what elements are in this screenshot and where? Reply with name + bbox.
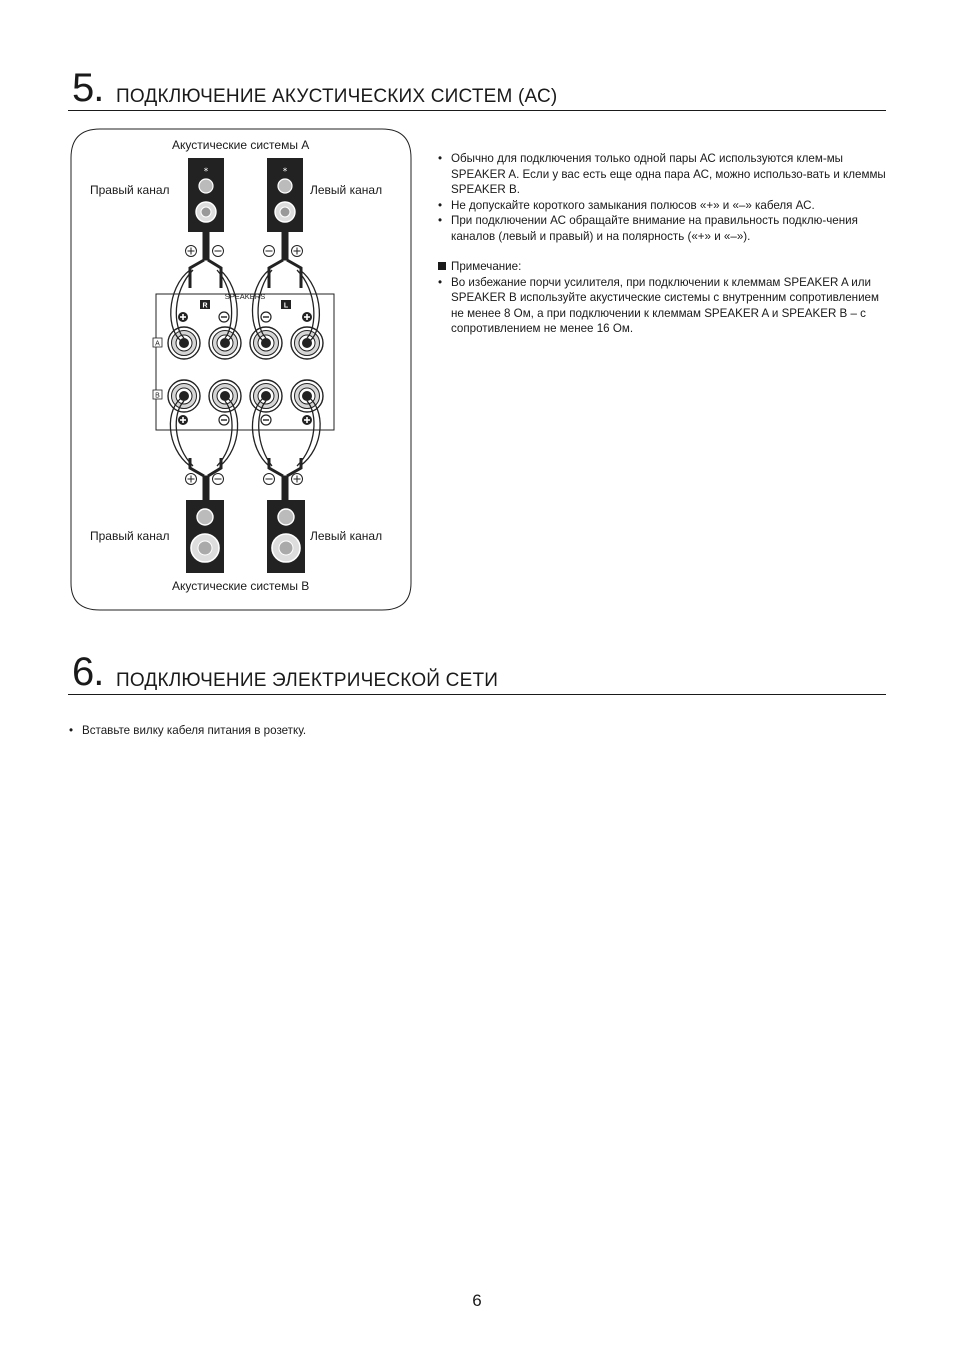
section-5-heading (68, 66, 886, 111)
badge-r-text: R (202, 302, 208, 310)
right-channel-bottom-label: Правый канал (90, 529, 170, 543)
section-6-heading (68, 650, 886, 695)
page-number: 6 (472, 1291, 482, 1310)
note-bullet: • Не допускайте короткого замыкания полюсов «+» и «–» кабеля АС. (437, 198, 887, 214)
section-6-number: 6. (72, 650, 104, 694)
speakers-panel-label: SPEAKERS (224, 292, 266, 301)
section-5-title: ПОДКЛЮЧЕНИЕ АКУСТИЧЕСКИХ СИСТЕМ (АС) (116, 86, 558, 107)
terminal-plus-icon (178, 415, 188, 425)
plus-marker-icon (186, 246, 197, 257)
terminal-minus-icon (219, 415, 229, 425)
svg-text:*: * (282, 167, 288, 177)
badge-l-text: L (283, 302, 289, 310)
minus-marker-icon (213, 246, 224, 257)
speakers-b-caption: Акустические системы B (172, 579, 310, 593)
terminal-minus-icon (261, 312, 271, 322)
left-channel-bottom-label: Левый канал (310, 529, 383, 543)
terminal-minus-icon (261, 415, 271, 425)
power-bullet: • Вставьте вилку кабеля питания в розетку. (68, 723, 668, 738)
speaker-b-left-icon (267, 500, 305, 573)
note-detail: • Во избежание порчи усилителя, при подключении к клеммам SPEAKER A или SPEAKER B используйте акустические системы с внутренним сопротивлением не менее 8 Ом, а при подключении к клеммам SPEAKER A и SPEAKER B – с сопротивлением не менее 16 Ом. (437, 275, 887, 337)
terminal-plus-icon (302, 312, 312, 322)
terminal-plus-icon (178, 312, 188, 322)
note-title: Примечание: (451, 260, 522, 273)
speaker-notes (437, 151, 887, 337)
note-bullet: • При подключении АС обращайте внимание на правильность подклю-чения каналов (левый и правый) и на полярность («+» и «–»). (437, 213, 887, 244)
speaker-a-right-icon (188, 158, 224, 232)
speaker-b-right-icon (186, 500, 224, 573)
terminal-minus-icon (219, 312, 229, 322)
note-square-icon (438, 262, 446, 270)
power-instructions (68, 723, 668, 738)
terminal-plus-icon (302, 415, 312, 425)
section-6-title: ПОДКЛЮЧЕНИЕ ЭЛЕКТРИЧЕСКОЙ СЕТИ (116, 670, 499, 691)
minus-marker-icon (264, 474, 275, 485)
speakers-a-caption: Акустические системы A (172, 138, 310, 152)
plus-marker-icon (186, 474, 197, 485)
row-a-text: A (155, 340, 160, 348)
minus-marker-icon (213, 474, 224, 485)
row-b-text: B (155, 392, 160, 400)
plus-marker-icon (292, 246, 303, 257)
note-heading (437, 259, 887, 275)
notes-list (437, 151, 887, 244)
plus-marker-icon (292, 474, 303, 485)
note-bullet: • Обычно для подключения только одной пары АС используются клем-мы SPEAKER A. Если у вас есть еще одна пара АС, можно использо-вать и клеммы SPEAKER B. (437, 151, 887, 198)
right-channel-top-label: Правый канал (90, 183, 170, 197)
speaker-connection-diagram (70, 128, 410, 610)
left-channel-top-label: Левый канал (310, 183, 383, 197)
svg-text:*: * (203, 167, 209, 177)
note-detail-list (437, 275, 887, 337)
speaker-a-left-icon (267, 158, 303, 232)
minus-marker-icon (264, 246, 275, 257)
section-5-number: 5. (72, 66, 104, 110)
